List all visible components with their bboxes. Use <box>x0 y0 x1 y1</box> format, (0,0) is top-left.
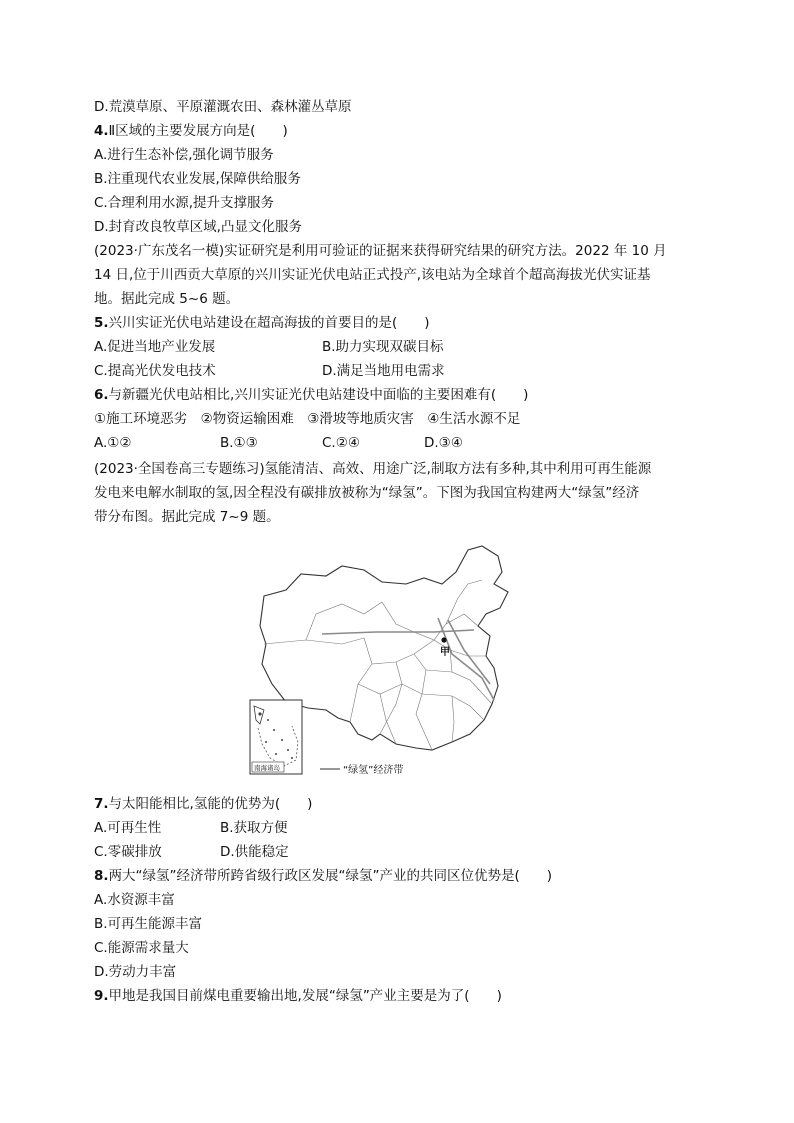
passage-2-line-3: 带分布图。据此完成 7~9 题。 <box>94 509 280 525</box>
passage-1-line-3: 地。据此完成 5~6 题。 <box>94 291 240 307</box>
passage-1-line-2: 14 日,位于川西贡大草原的兴川实证光伏电站正式投产,该电站为全球首个超高海拔光伏实证基 <box>94 267 651 283</box>
question-5 <box>94 313 430 333</box>
q7-option-d: D.供能稳定 <box>220 844 289 860</box>
question-stem: 与太阳能相比,氢能的优势为( ) <box>108 796 313 812</box>
q5-option-c: C.提高光伏发电技术 <box>94 363 216 379</box>
question-number: 5. <box>94 315 109 331</box>
q4-option-c: C.合理利用水源,提升支撑服务 <box>94 195 275 211</box>
point-jia-marker <box>441 637 446 642</box>
question-number: 8. <box>94 868 109 884</box>
q5-option-b: B.助力实现双碳目标 <box>322 339 444 355</box>
question-stem: 兴川实证光伏电站建设在超高海拔的首要目的是( ) <box>108 315 430 331</box>
q5-option-a: A.促进当地产业发展 <box>94 339 216 355</box>
q6-option-d: D.③④ <box>424 435 463 451</box>
inset-label: 南海诸岛 <box>254 764 280 772</box>
q4-option-d: D.封育改良牧草区域,凸显文化服务 <box>94 219 302 235</box>
green-hydrogen-belt-east-west <box>322 630 474 634</box>
question-9 <box>94 986 502 1006</box>
question-number: 6. <box>94 387 109 403</box>
legend-label: “绿氢”经济带 <box>343 765 404 776</box>
china-map-figure <box>246 544 522 778</box>
green-hydrogen-map <box>246 544 522 778</box>
passage-1-line-1: (2023·广东茂名一模)实证研究是利用可验证的证据来获得研究结果的研究方法。2022 年 10 月 <box>94 243 667 259</box>
q4-option-a: A.进行生态补偿,强化调节服务 <box>94 147 274 163</box>
question-number: 9. <box>94 988 109 1004</box>
question-7 <box>94 794 312 814</box>
question-4 <box>94 121 288 141</box>
question-number: 4. <box>94 123 109 139</box>
q6-option-c: C.②④ <box>322 435 360 451</box>
passage-2-line-2: 发电来电解水制取的氢,因全程没有碳排放被称为“绿氢”。下图为我国宜构建两大“绿氢”经济 <box>94 485 640 501</box>
question-stem: 两大“绿氢”经济带所跨省级行政区发展“绿氢”产业的共同区位优势是( ) <box>108 868 553 884</box>
question-number: 7. <box>94 796 109 812</box>
q3-option-d: D.荒漠草原、平原灌溉农田、森林灌丛草原 <box>94 99 352 115</box>
q6-statements: ①施工环境恶劣 ②物资运输困难 ③滑坡等地质灾害 ④生活水源不足 <box>94 411 521 427</box>
question-stem: 与新疆光伏电站相比,兴川实证光伏电站建设中面临的主要困难有( ) <box>108 387 529 403</box>
q4-option-b: B.注重现代农业发展,保障供给服务 <box>94 171 301 187</box>
q8-option-b: B.可再生能源丰富 <box>94 916 203 932</box>
q6-option-b: B.①③ <box>220 435 258 451</box>
q7-option-a: A.可再生性 <box>94 820 162 836</box>
q7-option-c: C.零碳排放 <box>94 844 162 860</box>
point-jia-label: 甲 <box>440 647 450 658</box>
question-6 <box>94 385 528 405</box>
q6-option-a: A.①② <box>94 435 132 451</box>
q5-option-d: D.满足当地用电需求 <box>322 363 445 379</box>
question-8 <box>94 866 552 886</box>
q8-option-d: D.劳动力丰富 <box>94 964 177 980</box>
passage-2-line-1: (2023·全国卷高三专题练习)氢能清洁、高效、用途广泛,制取方法有多种,其中利用可再生能源 <box>94 461 652 477</box>
question-stem: Ⅱ区域的主要发展方向是( ) <box>108 123 288 139</box>
q8-option-c: C.能源需求量大 <box>94 940 189 956</box>
q8-option-a: A.水资源丰富 <box>94 892 175 908</box>
question-stem: 甲地是我国目前煤电重要输出地,发展“绿氢”产业主要是为了( ) <box>108 988 502 1004</box>
q7-option-b: B.获取方便 <box>220 820 288 836</box>
